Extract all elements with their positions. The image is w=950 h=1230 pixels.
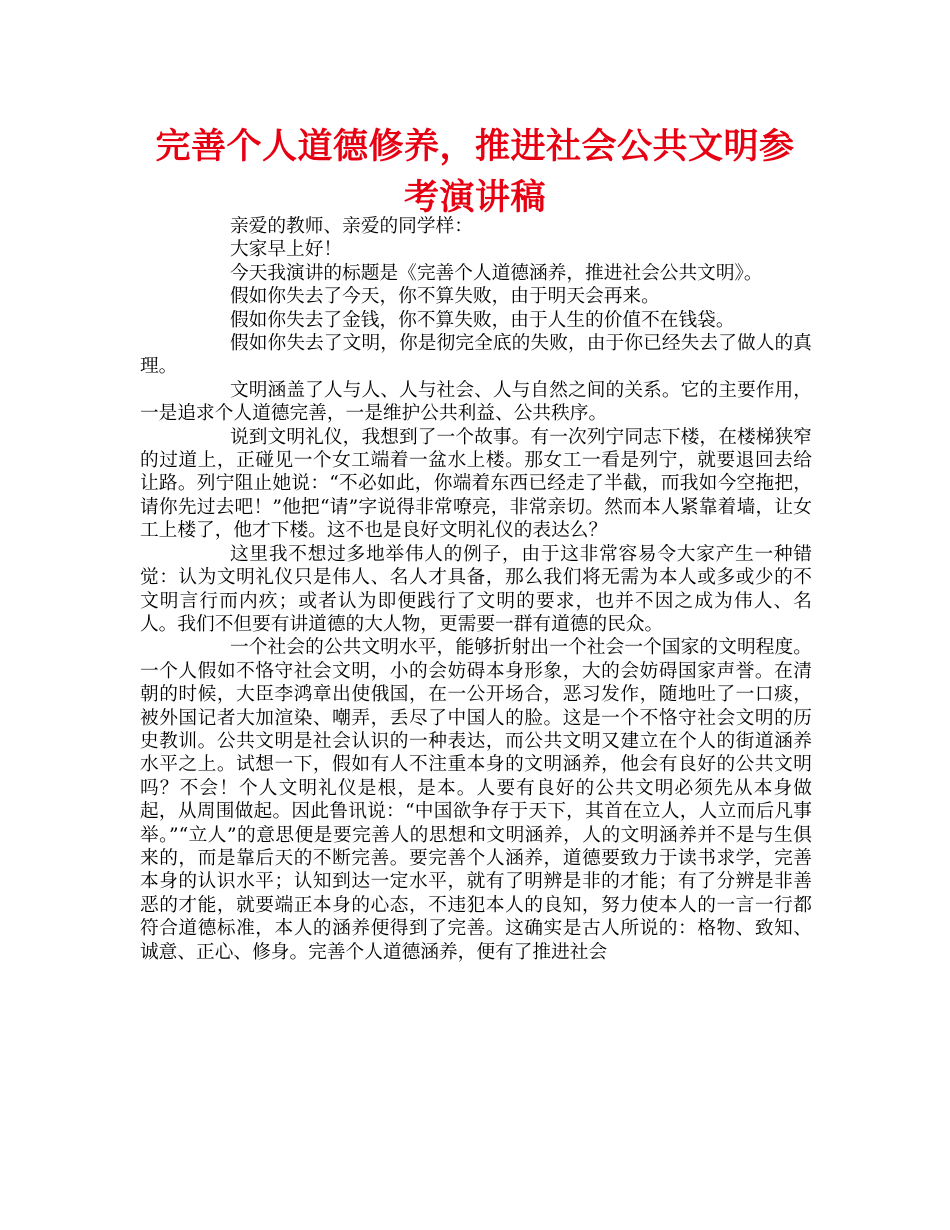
paragraph-great-people: 这里我不想过多地举伟人的例子，由于这非常容易令大家产生一种错觉：认为文明礼仪只是伟人、名人才具备，那么我们将无需为本人或多或少的不文明言行而内疚；或者认为即便践行了文明的要求，也并不因之成为伟人、名人。我们不但要有讲道德的大人物，更需要一群有道德的民众。 [140,543,812,635]
paragraph-definition: 文明涵盖了人与人、人与社会、人与自然之间的关系。它的主要作用，一是追求个人道德完善，一是维护公共利益、公共秩序。 [140,379,812,425]
salutation: 亲爱的教师、亲爱的同学样： [230,216,473,237]
paragraph-lenin-story: 说到文明礼仪，我想到了一个故事。有一次列宁同志下楼，在楼梯狭窄的过道上，正碰见一个女工端着一盆水上楼。那女工一看是列宁，就要退回去给让路。列宁阻止她说：“不必如此，你端着东西已经走了半截，而我如今空拖把，请你先过去吧！”他把“请”字说得非常嘹亮，非常亲切。然而本人紧靠着墙，让女工上楼了，他才下楼。这不也是良好文明礼仪的表达么？ [140,426,812,542]
paragraph-civility: 假如你失去了文明，你是彻完全底的失败，由于你已经失去了做人的真理。 [140,333,812,378]
document-title: 完善个人道德修养，推进社会公共文明参考演讲稿 [155,127,795,218]
speech-body [140,215,812,964]
greeting: 大家早上好！ [230,239,343,261]
paragraph-money: 假如你失去了金钱，你不算失败，由于人生的价值不在钱袋。 [230,309,735,331]
paragraph-topic: 今天我演讲的标题是《完善个人道德涵养，推进社会公共文明》。 [230,262,763,284]
paragraph-today: 假如你失去了今天，你不算失败，由于明天会再来。 [230,286,660,308]
paragraph-public-civility: 一个社会的公共文明水平，能够折射出一个社会一个国家的文明程度。一个人假如不恪守社会文明，小的会妨碍本身形象，大的会妨碍国家声誉。在清朝的时候，大臣李鸿章出使俄国，在一公开场合，恶习发作，随地吐了一口痰，被外国记者大加渲染、嘲弄，丢尽了中国人的脸。这是一个不恪守社会文明的历史教训。公共文明是社会认识的一种表达，而公共文明又建立在个人的街道涵养水平之上。试想一下，假如有人不注重本身的文明涵养，他会有良好的公共文明吗？不会！个人文明礼仪是根，是本。人要有良好的公共文明必须先从本身做起，从周围做起。因此鲁讯说：“中国欲争存于天下，其首在立人，人立而后凡事举。”“立人”的意思便是要完善人的思想和文明涵养，人的文明涵养并不是与生俱来的，而是靠后天的不断完善。要完善个人涵养，道德要致力于读书求学，完善本身的认识水平；认知到达一定水平，就有了明辨是非的才能；有了分辨是非善恶的才能，就要端正本身的心态，不违犯本人的良知，努力使本人的一言一行都符合道德标准，本人的涵养便得到了完善。这确实是古人所说的：格物、致知、诚意、正心、修身。完善个人道德涵养，便有了推进社会 [140,637,812,963]
